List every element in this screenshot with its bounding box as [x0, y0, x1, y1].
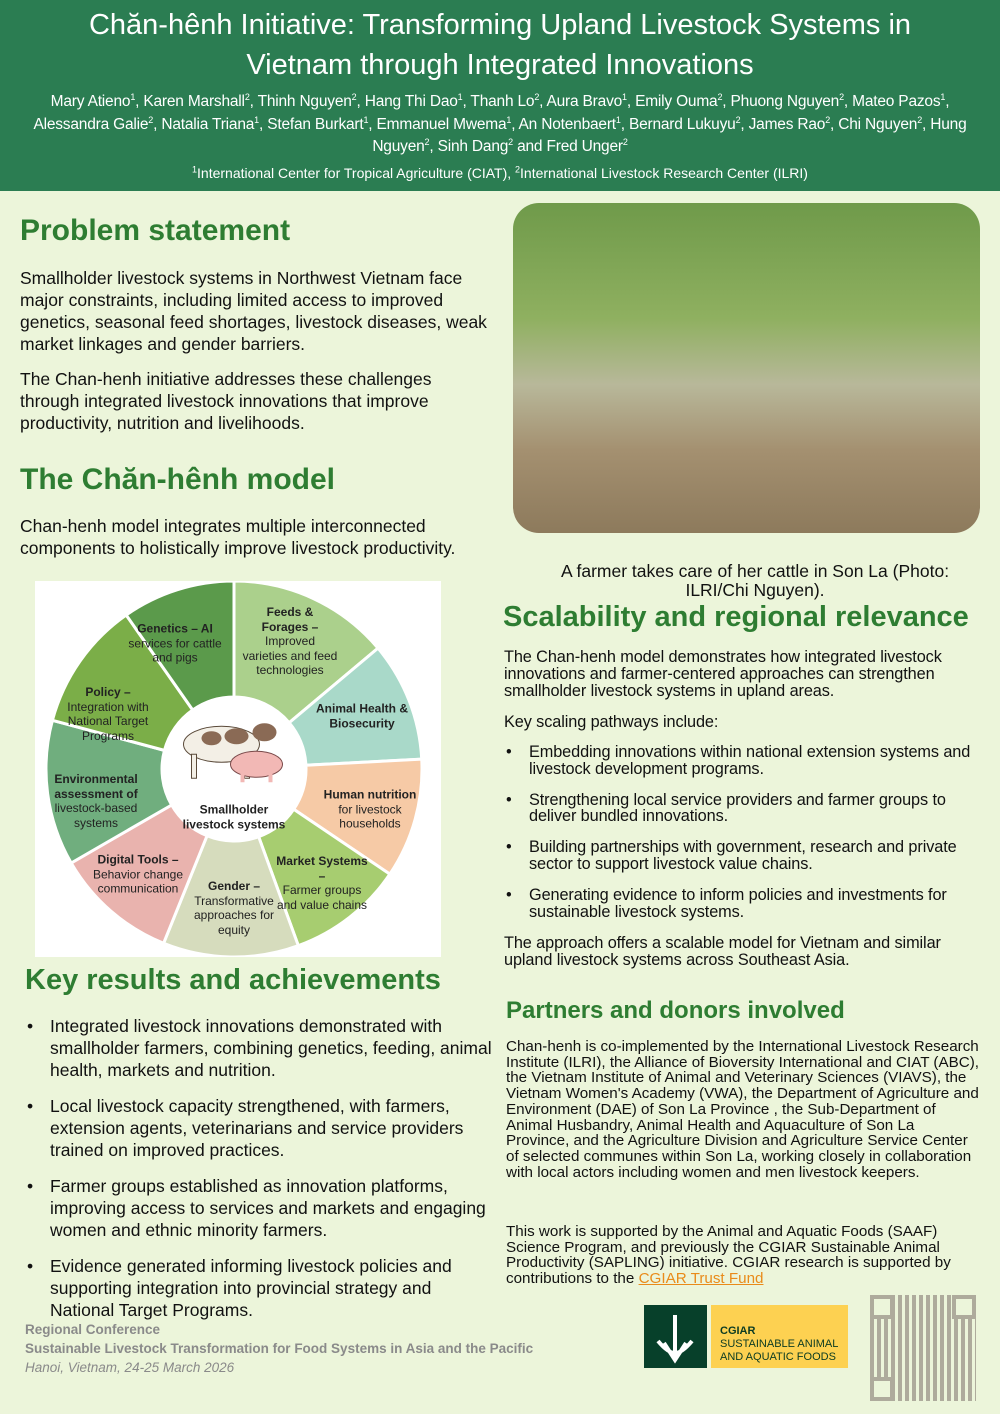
center-label: Smallholder livestock systems	[182, 802, 286, 831]
logo-line: AND AQUATIC FOODS	[720, 1351, 836, 1363]
conference-info	[25, 1320, 533, 1377]
author: Hang Thi Dao$^1$	[364, 91, 463, 110]
conference-name: Sustainable Livestock Transformation for Food Systems in Asia and the Pacific	[25, 1341, 534, 1356]
author: Alessandra Galie$^2$	[33, 114, 154, 133]
chan-henh-model-diagram	[35, 581, 441, 957]
scaling-pathway-item: • Strengthening local service providers and farmer groups to deliver bundled innovations.	[504, 792, 990, 826]
qr-code[interactable]	[870, 1295, 976, 1401]
segment-label: Policy – Integration with National Target Programs	[67, 685, 149, 743]
author: Sinh Dang$^2$	[437, 136, 513, 155]
author: Thanh Lo$^2$	[470, 91, 540, 110]
affiliation: $^1$International Center for Tropical Agriculture (CIAT)	[192, 163, 508, 181]
scalability-outro: The approach offers a scalable model for Vietnam and similar upland livestock systems across Southeast Asia.	[504, 934, 941, 969]
results-heading: Key results and achievements	[25, 964, 441, 996]
author: Natalia Triana$^1$	[161, 114, 259, 133]
scalability-heading: Scalability and regional relevance	[503, 601, 969, 633]
partners-text: Chan-henh is co-implemented by the International Livestock Research Institute (ILRI), the Alliance of Bioversity International and CIAT (ABC), the Vietnam Institute of Animal and Veterinary Sciences (VIAVS), the Vietnam Women's Academy (VWA), the Department of Agriculture and Environment (DAE) of Son La Province , the Sub-Department of Animal Husbandry, Animal Health and Aquaculture of Son La Province, and the Agriculture Division and Agriculture Service Center of selected communes within Son La, working closely in collaboration with local actors including women and men livestock keepers.	[506, 1038, 979, 1181]
problem-text-1: Smallholder livestock systems in Northwest Vietnam face major constraints, including limited access to improved genetics, seasonal feed shortages, livestock diseases, weak market linkages and gender barriers.	[20, 268, 487, 354]
author: Hung Nguyen$^2$	[372, 115, 967, 155]
author: Mary Atieno$^1$	[50, 91, 136, 110]
problem-text-2: The Chan-henh initiative addresses these challenges through integrated livestock innovations that improve productivity, nutrition and livelihoods.	[20, 369, 432, 433]
scaling-pathway-item: • Generating evidence to inform policies and investments for sustainable livestock systems.	[504, 887, 990, 921]
author: Aura Bravo$^1$	[546, 91, 627, 110]
author: Mateo Pazos$^1$	[852, 91, 946, 110]
logo-line: SUSTAINABLE ANIMAL	[720, 1338, 839, 1350]
photo-caption: A farmer takes care of her cattle in Son La (Photo: ILRI/Chi Nguyen).	[560, 561, 950, 600]
author: Phuong Nguyen$^2$	[730, 91, 844, 110]
scalability-intro: The Chan-henh model demonstrates how integrated livestock innovations and farmer-centered approaches can strengthen smallholder livestock systems in upland areas.	[504, 648, 942, 700]
scaling-pathway-item: • Embedding innovations within national extension systems and livestock development programs.	[504, 744, 990, 778]
author: James Rao$^2$	[748, 114, 831, 133]
cgiar-logo-icon	[644, 1305, 707, 1368]
segment-label: Gender – Transformative approaches for equity	[193, 879, 275, 937]
scaling-pathway-item: • Building partnerships with government, research and private sector to support livestock value chains.	[504, 839, 990, 873]
scalability-lead: Key scaling pathways include:	[504, 713, 719, 731]
result-item: • Farmer groups established as innovation platforms, improving access to services and markets and engaging women and ethnic minority farmers.	[25, 1175, 495, 1241]
segment-label: Human nutrition for livestock households	[323, 787, 417, 831]
author: An Notenbaert$^1$	[518, 114, 621, 133]
affiliation: $^2$International Livestock Research Center (ILRI)	[515, 163, 808, 181]
saaf-logo	[711, 1305, 848, 1368]
segment-label: Market Systems – Farmer groups and value chains	[276, 854, 368, 912]
poster-header	[0, 0, 1000, 191]
author: Thinh Nguyen$^2$	[257, 91, 357, 110]
model-heading: The Chăn-hênh model	[20, 463, 335, 496]
author: Fred Unger$^2$	[546, 136, 628, 155]
conference-type: Regional Conference	[25, 1322, 161, 1337]
segment-label: Digital Tools – Behavior change communication	[92, 852, 184, 896]
conference-place-date: Hanoi, Vietnam, 24-25 March 2026	[25, 1360, 235, 1375]
author: Stefan Burkart$^1$	[267, 114, 369, 133]
funding-text	[506, 1224, 980, 1287]
result-item: • Evidence generated informing livestock policies and supporting integration into provincial strategy and National Target Programs.	[25, 1255, 495, 1321]
author-list: Mary Atieno$^1$, Karen Marshall$^2$, Thinh Nguyen$^2$, Hang Thi Dao$^1$, Thanh Lo$^2$, Aura Bravo$^1$, Emily Ouma$^2$, Phuong Nguyen$^2$, Mateo Pazos$^1$, Alessandra Galie$^2$, Natalia Triana$^1$, Stefan Burkart$^1$, Emmanuel Mwema$^1$, An Notenbaert$^1$, Bernard Lukuyu$^2$, James Rao$^2$, Chi Nguyen$^2$, Hung Nguyen$^2$, Sinh Dang$^2$ and Fred Unger$^2$	[33, 91, 967, 155]
model-text: Chan-henh model integrates multiple interconnected components to holistically improve livestock productivity.	[20, 516, 456, 558]
livestock-icon	[177, 714, 292, 788]
author: Karen Marshall$^2$	[143, 91, 250, 110]
segment-label: Animal Health & Biosecurity	[315, 701, 408, 730]
poster-title: Chăn-hênh Initiative: Transforming Upland Livestock Systems in Vietnam through Integrated Innovations	[88, 9, 912, 81]
result-item: • Local livestock capacity strengthened, with farmers, extension agents, veterinarians and service providers trained on improved practices.	[25, 1095, 495, 1161]
author: Emily Ouma$^2$	[635, 91, 723, 110]
funding-statement: This work is supported by the Animal and Aquatic Foods (SAAF) Science Program, and previously the CGIAR Sustainable Animal Productivity (SAPLING) initiative. CGIAR research is supported by contributions to the	[506, 1223, 951, 1288]
farmer-cattle-photo	[513, 203, 980, 533]
logo-line: CGIAR	[720, 1325, 756, 1337]
segment-label: Feeds & Forages – Improved varieties and feed technologies	[242, 604, 338, 677]
segment-label: Environmental assessment of livestock-based systems	[54, 772, 138, 830]
problem-heading: Problem statement	[20, 214, 291, 247]
author: Bernard Lukuyu$^2$	[628, 114, 741, 133]
results-list	[25, 1015, 495, 1335]
author: Chi Nguyen$^2$	[838, 114, 923, 133]
partners-heading: Partners and donors involved	[506, 997, 845, 1024]
result-item: • Integrated livestock innovations demonstrated with smallholder farmers, combining genetics, feeding, animal health, markets and nutrition.	[25, 1015, 495, 1081]
affiliations: $^1$International Center for Tropical Agriculture (CIAT), $^2$International Livestock Research Center (ILRI)	[192, 163, 808, 181]
cgiar-trust-fund-link[interactable]: CGIAR Trust Fund	[638, 1270, 764, 1288]
scaling-pathways-list	[504, 744, 990, 934]
author: Emmanuel Mwema$^1$	[376, 114, 512, 133]
segment-label: Genetics – AI services for cattle and pigs	[128, 621, 222, 665]
